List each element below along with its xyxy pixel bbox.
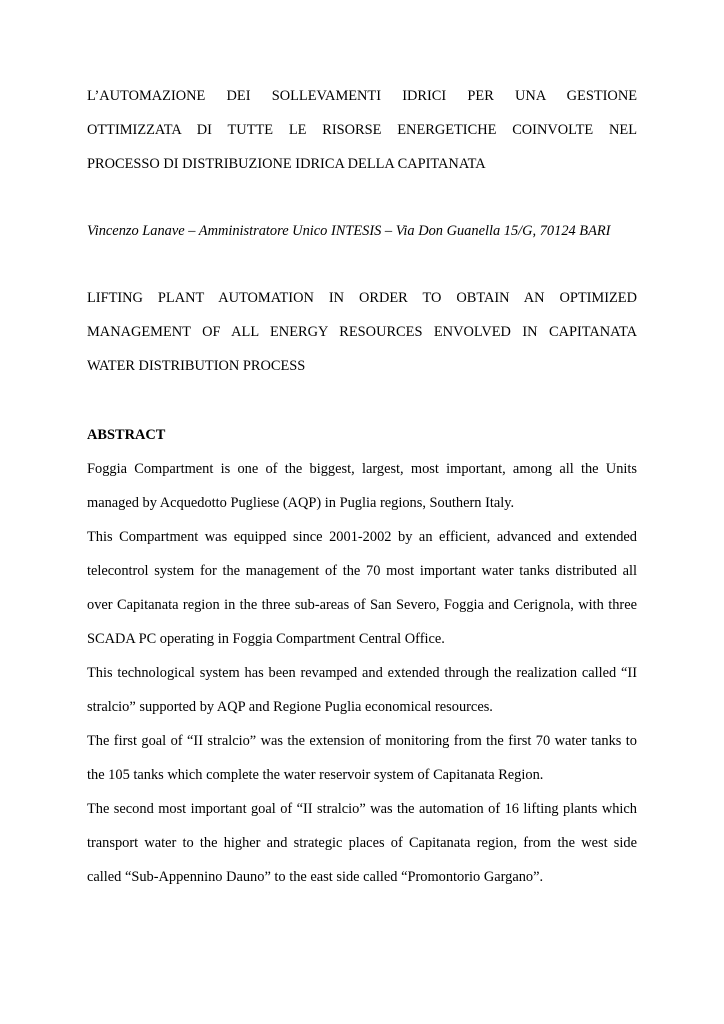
abstract-line: The second most important goal of “II stralcio” was the automation of 16 lifting plants which [87,801,637,817]
abstract-line: SCADA PC operating in Foggia Compartment Central Office. [87,631,445,647]
abstract-line: transport water to the higher and strategic places of Capitanata region, from the west side [87,835,637,851]
abstract-line: This technological system has been revamped and extended through the realization called “II [87,665,637,681]
italian-title-line-2: OTTIMIZZATA DI TUTTE LE RISORSE ENERGETICHE COINVOLTE NEL [87,122,637,138]
abstract-line: Foggia Compartment is one of the biggest, largest, most important, among all the Units [87,461,637,477]
abstract-line: over Capitanata region in the three sub-areas of San Severo, Foggia and Cerignola, with three [87,597,637,613]
author-affiliation [87,214,637,248]
abstract-line: telecontrol system for the management of the 70 most important water tanks distributed all [87,563,637,579]
italian-title-line-1: L’AUTOMAZIONE DEI SOLLEVAMENTI IDRICI PER UNA GESTIONE [87,88,637,104]
italian-title-line-3: PROCESSO DI DISTRIBUZIONE IDRICA DELLA CAPITANATA [87,156,486,172]
abstract-line: stralcio” supported by AQP and Regione Puglia economical resources. [87,699,493,715]
abstract-line: the 105 tanks which complete the water reservoir system of Capitanata Region. [87,767,544,783]
english-title-line-1: LIFTING PLANT AUTOMATION IN ORDER TO OBTAIN AN OPTIMIZED [87,290,637,306]
abstract-line: called “Sub-Appennino Dauno” to the east side called “Promontorio Gargano”. [87,869,544,885]
english-title [87,281,637,383]
abstract-line: This Compartment was equipped since 2001-2002 by an efficient, advanced and extended [87,529,637,545]
abstract-heading: ABSTRACT [87,427,166,443]
abstract-line: The first goal of “II stralcio” was the extension of monitoring from the first 70 water tanks to [87,733,637,749]
abstract-section [87,418,637,894]
english-title-line-3: WATER DISTRIBUTION PROCESS [87,358,306,374]
abstract-line: managed by Acquedotto Pugliese (AQP) in Puglia regions, Southern Italy. [87,495,515,511]
italian-title [87,79,637,181]
english-title-line-2: MANAGEMENT OF ALL ENERGY RESOURCES ENVOLVED IN CAPITANATA [87,324,637,340]
author-line: Vincenzo Lanave – Amministratore Unico INTESIS – Via Don Guanella 15/G, 70124 BARI [87,223,611,239]
